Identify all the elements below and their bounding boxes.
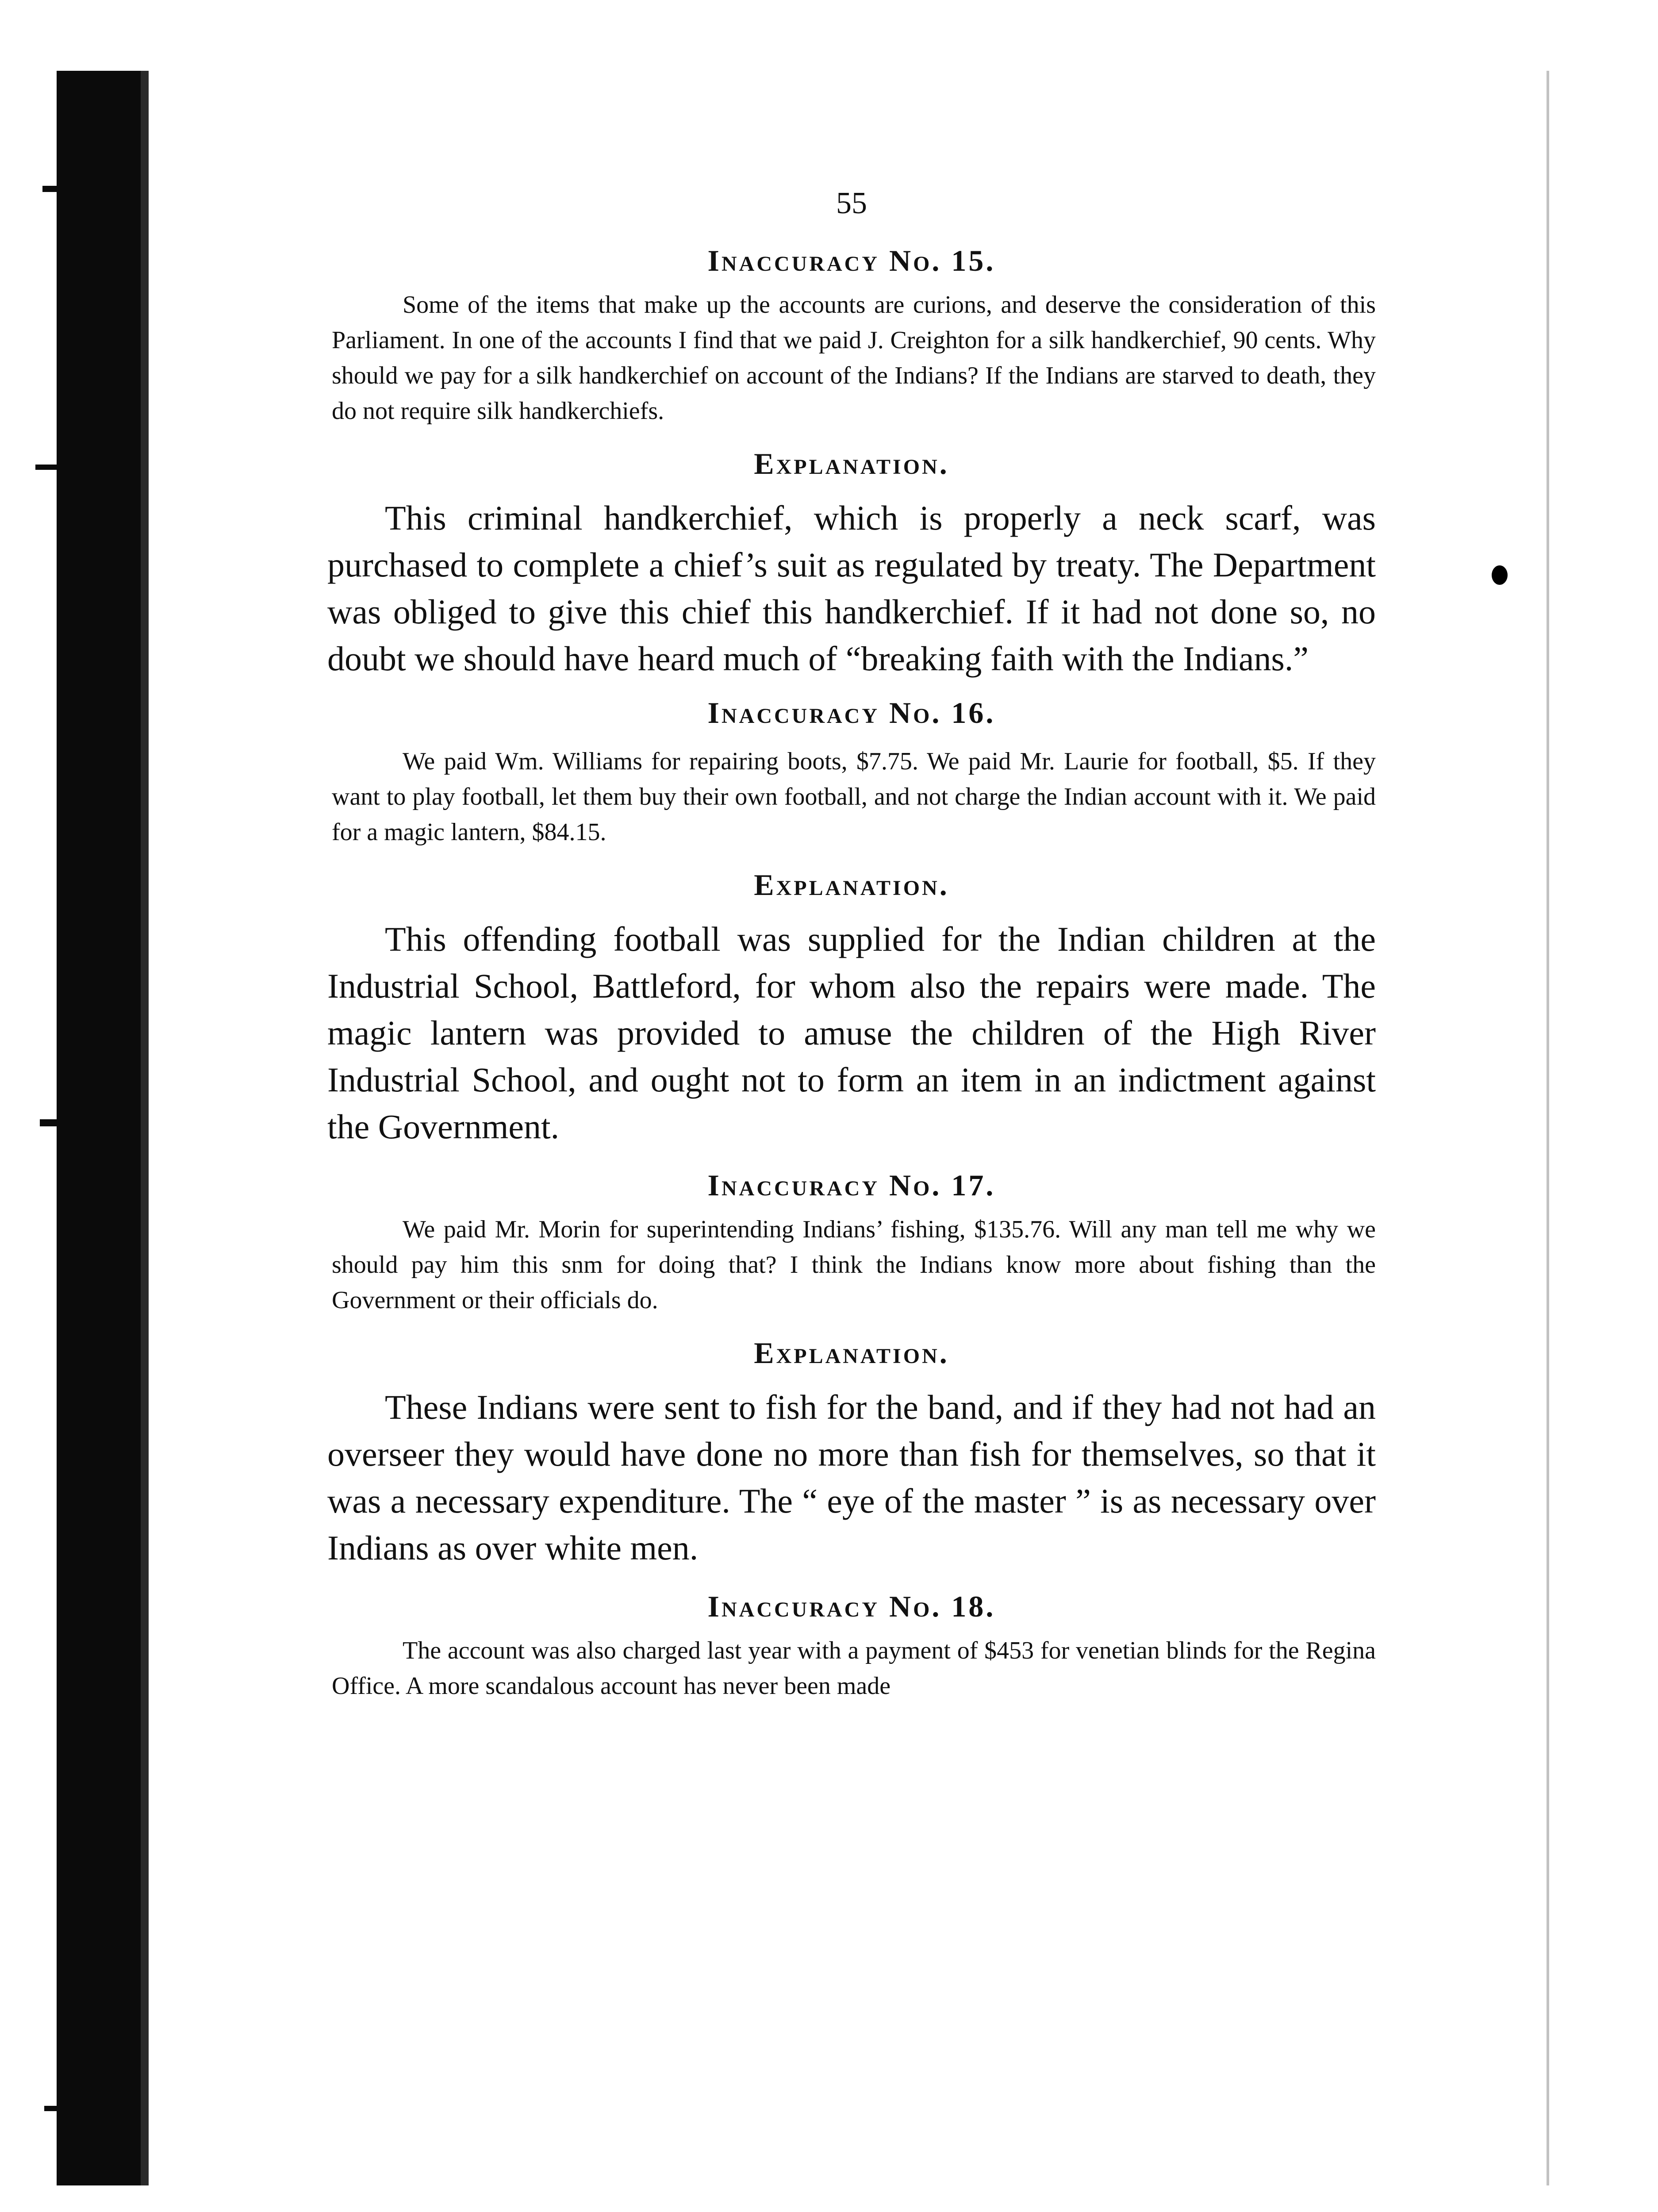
page-number: 55: [836, 186, 867, 220]
inaccuracy-18-heading: Inaccuracy No. 18.: [707, 1590, 996, 1623]
binding-speck: [35, 465, 58, 470]
inaccuracy-15-quote: Some of the items that make up the accounts are curions, and deserve the consideration of this Parliament. In one of the accounts I find that we paid J. Creighton for a silk handkerchief, 90 cents. Why should we pay for a silk handkerchief on account of the Indians? If the Indians are starved to death, they do not require silk handkerchiefs.: [332, 291, 1376, 425]
inaccuracy-17-quote: We paid Mr. Morin for superintending Indians’ fishing, $135.76. Will any man tell me why we should pay him this snm for doing that? I think the Indians know more about fishing than the Government or their officials do.: [332, 1216, 1376, 1314]
explanation-17-heading: Explanation.: [754, 1336, 949, 1370]
inaccuracy-16-heading: Inaccuracy No. 16.: [707, 696, 996, 730]
explanation-16-heading: Explanation.: [754, 868, 949, 902]
inaccuracy-16-quote: We paid Wm. Williams for repairing boots, $7.75. We paid Mr. Laurie for football, $5. If they want to play football, let them buy their own football, and not charge the Indian account with it. We paid for a magic lantern, $84.15.: [332, 748, 1376, 846]
inaccuracy-18-quote: The account was also charged last year with a payment of $453 for venetian blinds for the Regina Office. A more scandalous account has never been made: [332, 1637, 1376, 1700]
page-content: [327, 177, 1376, 1704]
inaccuracy-15-heading: Inaccuracy No. 15.: [707, 244, 996, 277]
binding-edge: [57, 71, 149, 2185]
ink-blot: [1492, 565, 1508, 585]
inaccuracy-17-heading: Inaccuracy No. 17.: [707, 1168, 996, 1202]
explanation-15-text: This criminal handkerchief, which is properly a neck scarf, was purchased to complete a chief’s suit as regulated by treaty. The Department was obliged to give this chief this handkerchief. If it had not done so, no doubt we should have heard much of “breaking faith with the Indians.”: [327, 499, 1376, 678]
binding-speck: [40, 1119, 59, 1126]
binding-speck: [42, 186, 60, 192]
binding-speck: [44, 2106, 60, 2111]
page-right-edge: [1547, 71, 1549, 2185]
explanation-15-heading: Explanation.: [754, 447, 949, 480]
explanation-17-text: These Indians were sent to fish for the band, and if they had not had an overseer they would have done no more than fish for themselves, so that it was a necessary expenditure. The “ eye of the master ” is as necessary over Indians as over white men.: [327, 1388, 1376, 1567]
explanation-16-text: This offending football was supplied for the Indian children at the Industrial School, Battleford, for whom also the repairs were made. The magic lantern was provided to amuse the children of the High River Industrial School, and ought not to form an item in an indictment against the Government.: [327, 920, 1376, 1146]
